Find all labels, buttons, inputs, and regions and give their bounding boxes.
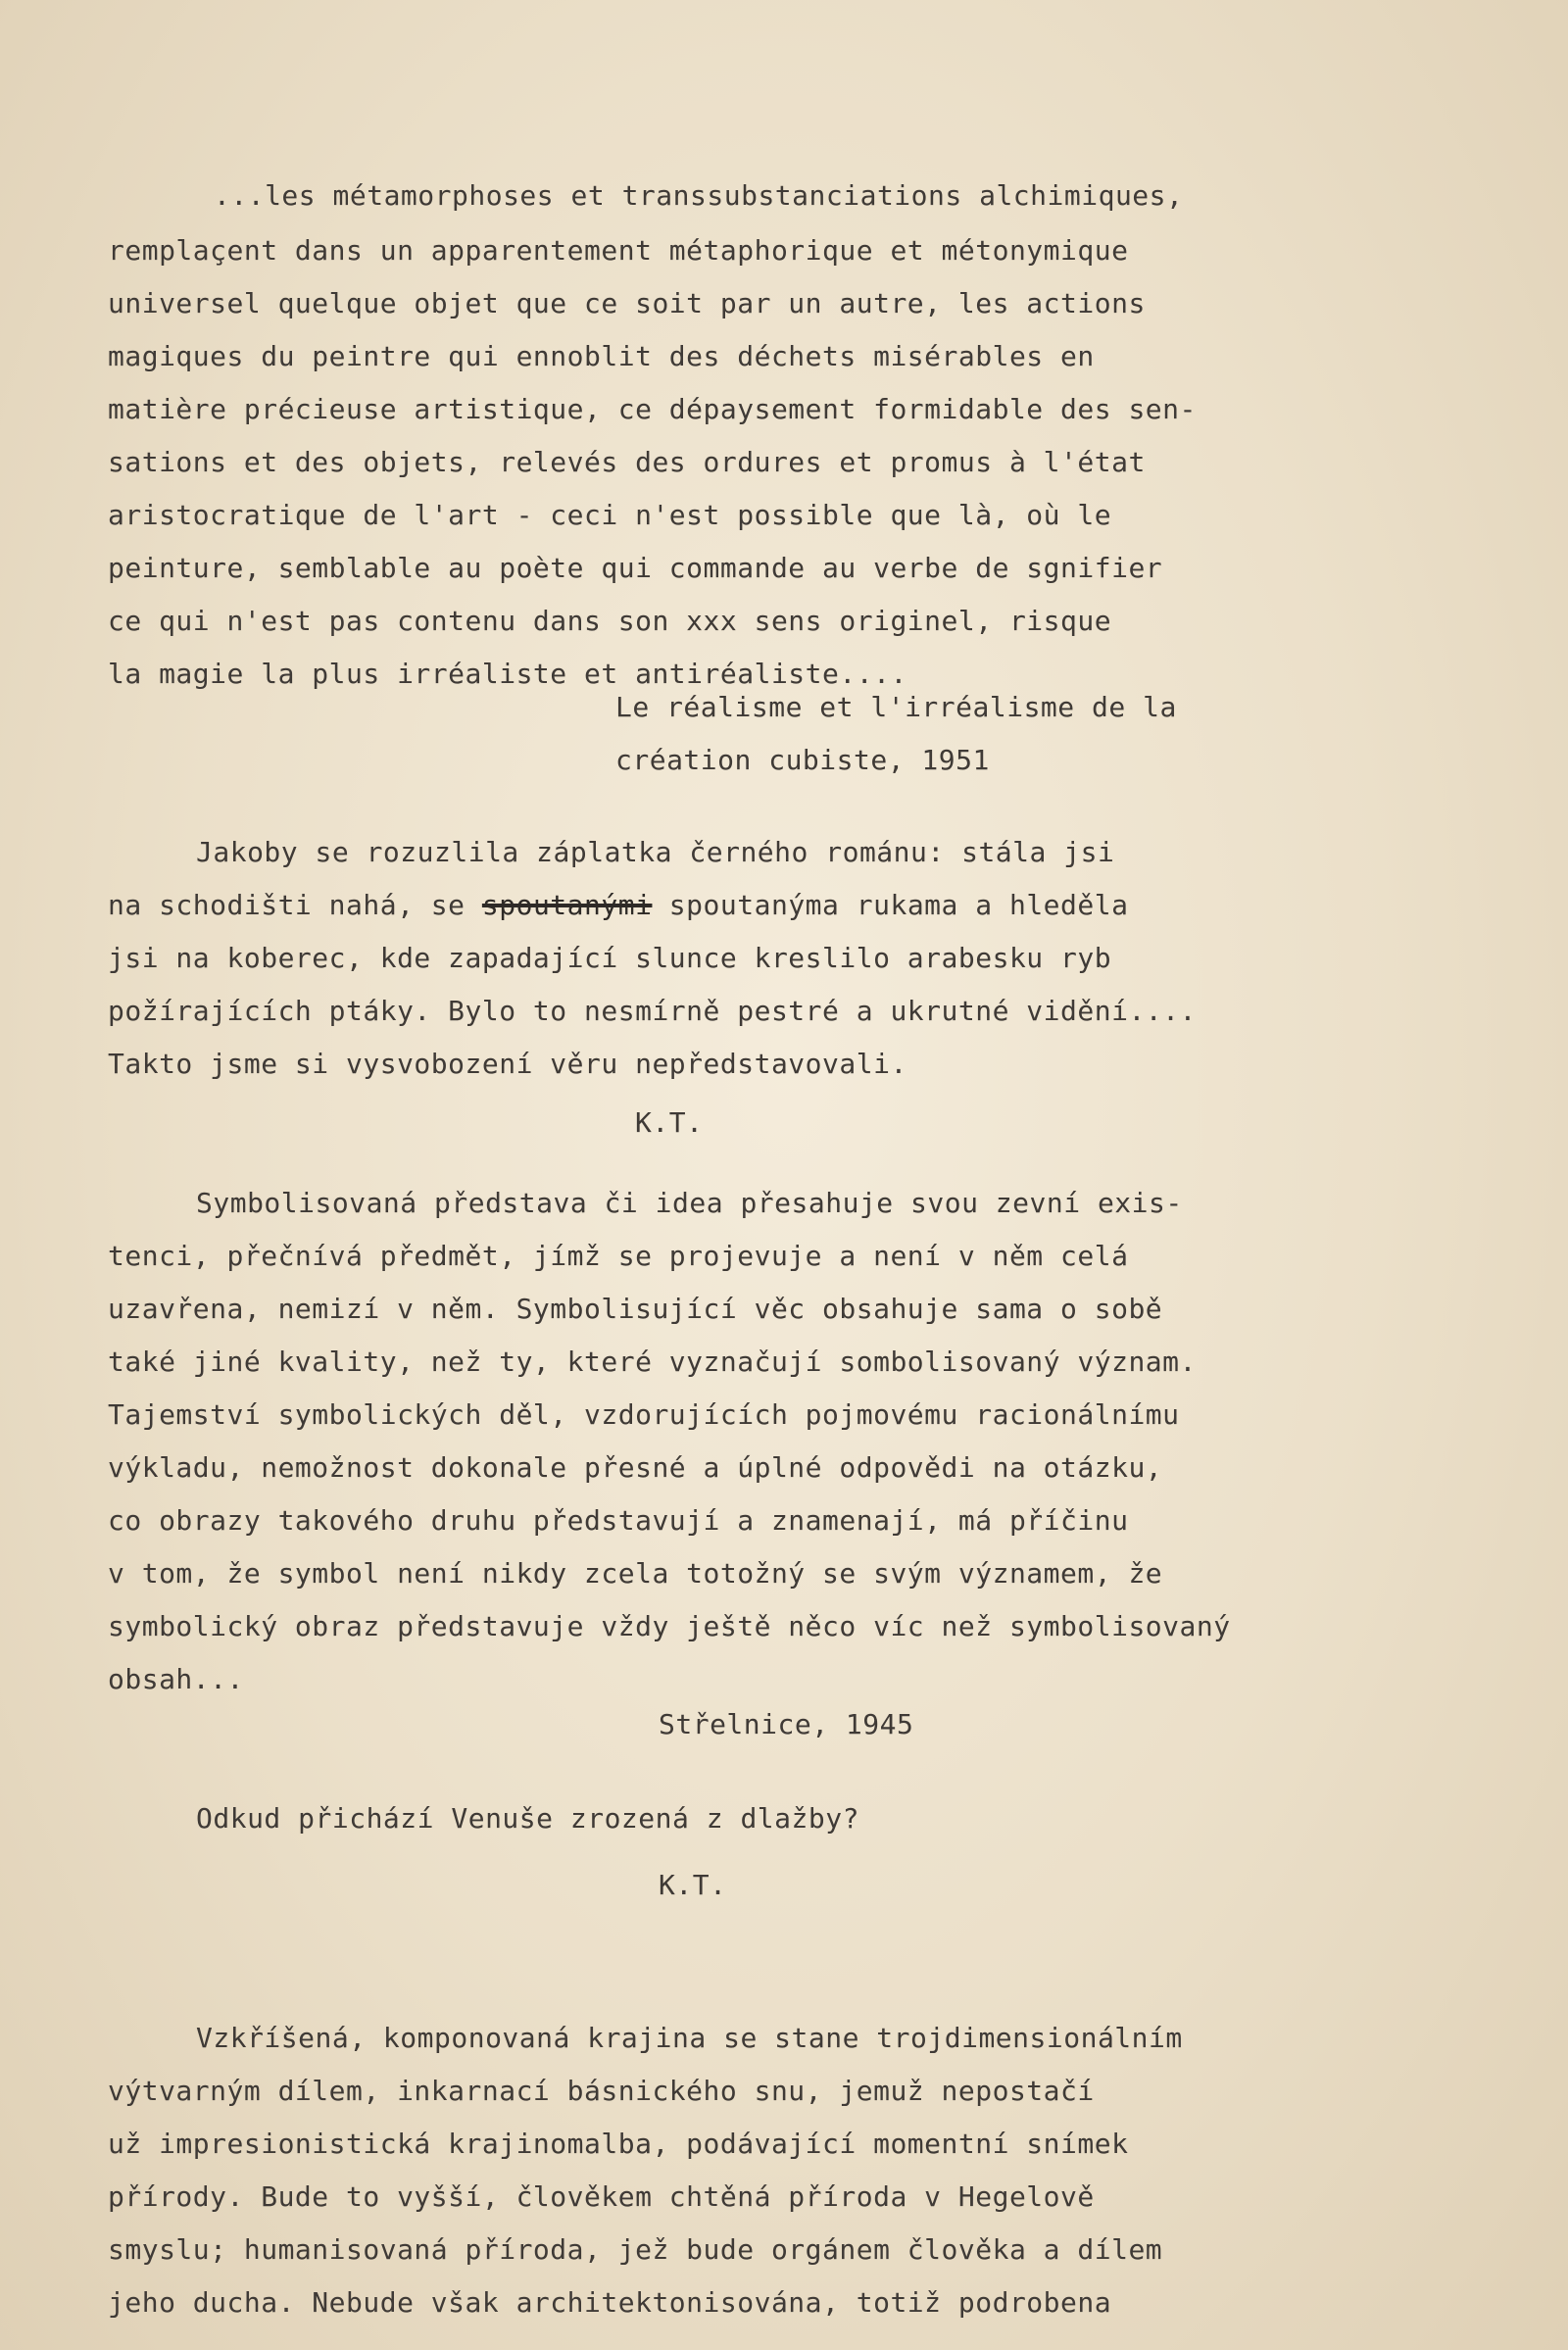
text-line: ...les métamorphoses et transsubstanciations alchimiques, <box>214 179 1184 212</box>
text-line: remplaçent dans un apparentement métaphorique et métonymique <box>108 234 1129 267</box>
text-line: jeho ducha. Nebude však architektonisována, totiž podrobena <box>108 2286 1112 2319</box>
struck-word: spoutanými <box>481 889 653 921</box>
text-line: ce qui n'est pas contenu dans son xxx sens originel, risque <box>108 605 1112 637</box>
text-line: smyslu; humanisovaná příroda, jež bude orgánem člověka a dílem <box>108 2233 1163 2266</box>
text-line: Odkud přichází Venuše zrozená z dlažby? <box>196 1802 859 1835</box>
text-line: la magie la plus irréaliste et antiréaliste.... <box>108 658 907 690</box>
text-line: peinture, semblable au poète qui commande au verbe de sgnifier <box>108 552 1163 584</box>
source-citation: Le réalisme et l'irréalisme de la <box>615 691 1177 723</box>
text-line: přírody. Bude to vyšší, člověkem chtěná příroda v Hegelově <box>108 2180 1095 2213</box>
text-line: Tajemství symbolických děl, vzdorujících pojmovému racionálnímu <box>108 1398 1180 1431</box>
text-line: už impresionistická krajinomalba, podávající momentní snímek <box>108 2128 1129 2160</box>
signature: K.T. <box>659 1869 727 1901</box>
text-line: uzavřena, nemizí v něm. Symbolisující věc obsahuje sama o sobě <box>108 1293 1163 1325</box>
text-line: co obrazy takového druhu představují a znamenají, má příčinu <box>108 1504 1129 1537</box>
text-line: universel quelque objet que ce soit par un autre, les actions <box>108 287 1146 319</box>
signature: K.T. <box>635 1106 704 1139</box>
text-line: magiques du peintre qui ennoblit des déchets misérables en <box>108 340 1095 372</box>
text-line: jsi na koberec, kde zapadající slunce kreslilo arabesku ryb <box>108 942 1112 974</box>
text-line: Jakoby se rozuzlila záplatka černého románu: stála jsi <box>196 836 1115 868</box>
text-line: matière précieuse artistique, ce dépaysement formidable des sen- <box>108 393 1197 425</box>
text-line: obsah... <box>108 1663 244 1695</box>
text-line: na schodišti nahá, se spoutanými spoutanýma rukama a hleděla <box>108 889 1129 921</box>
text-line: požírajících ptáky. Bylo to nesmírně pestré a ukrutné vidění.... <box>108 995 1197 1027</box>
source-citation: création cubiste, 1951 <box>615 744 990 776</box>
text-line: Symbolisovaná představa či idea přesahuje svou zevní exis- <box>196 1187 1183 1219</box>
text-line: aristocratique de l'art - ceci n'est possible que là, où le <box>108 499 1112 531</box>
text-line: tenci, přečnívá předmět, jímž se projevuje a není v něm celá <box>108 1240 1129 1272</box>
text-line: výtvarným dílem, inkarnací básnického snu, jemuž nepostačí <box>108 2075 1095 2107</box>
text-line: symbolický obraz představuje vždy ještě něco víc než symbolisovaný <box>108 1610 1231 1642</box>
text-line: výkladu, nemožnost dokonale přesné a úplné odpovědi na otázku, <box>108 1451 1163 1484</box>
text-line: Takto jsme si vysvobození věru nepředstavovali. <box>108 1048 907 1080</box>
text-line: také jiné kvality, než ty, které vyznačují sombolisovaný význam. <box>108 1346 1197 1378</box>
text-line: Vzkříšená, komponovaná krajina se stane trojdimensionálním <box>196 2022 1183 2054</box>
text-line: sations et des objets, relevés des ordures et promus à l'état <box>108 446 1146 478</box>
text-line: v tom, že symbol není nikdy zcela totožný se svým významem, že <box>108 1557 1163 1590</box>
source-citation: Střelnice, 1945 <box>659 1708 914 1740</box>
